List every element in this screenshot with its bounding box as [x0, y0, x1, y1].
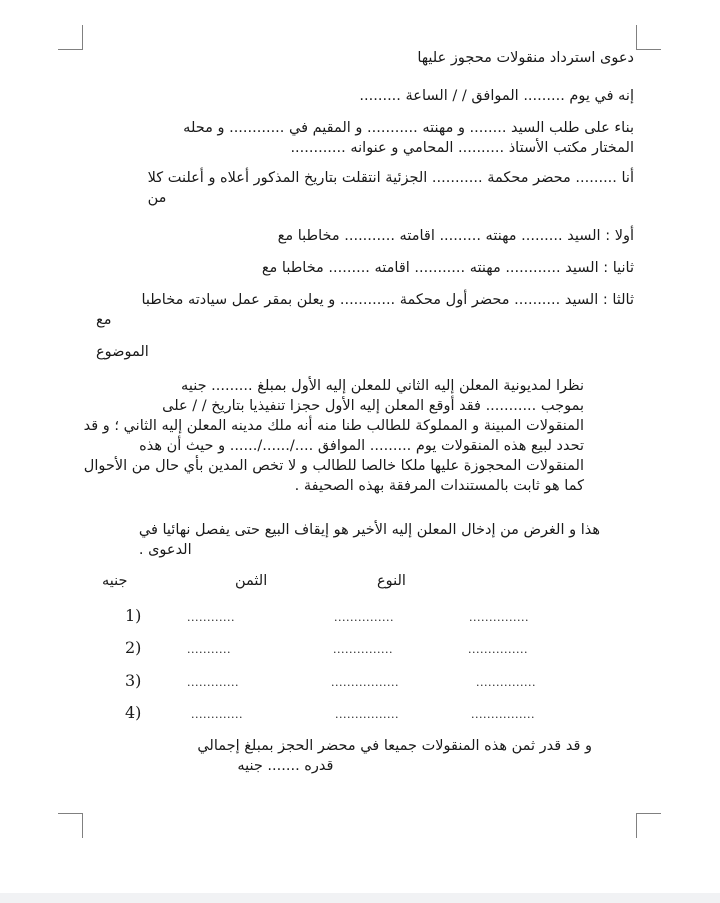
subject-line: تحدد لبيع هذه المنقولات يوم ......... الموافق ..../....../...... و حيث أن هذه	[139, 438, 584, 454]
crop-mark-bottom-left	[58, 813, 83, 838]
table-header-currency: جنيه	[102, 573, 128, 589]
crop-mark-bottom-right	[636, 813, 661, 838]
purpose-paragraph	[139, 520, 634, 560]
first-party-line: أولا : السيد ......... مهنته ......... اقامته ........... مخاطبا مع	[277, 228, 634, 244]
table-cell-extra: ...............	[469, 611, 529, 624]
second-party-line: ثانيا : السيد ............ مهنته ........... اقامته ......... مخاطبا مع	[261, 260, 634, 276]
table-row-number: 1)	[125, 606, 142, 625]
third-party-line-2: مع	[96, 312, 112, 328]
table-cell-extra: ...............	[468, 643, 528, 656]
table-cell-type: ................	[335, 708, 399, 721]
table-cell-price: .............	[187, 676, 239, 689]
subject-line: بموجب ........... فقد أوقع المعلن إليه الأول حجزا تنفيذيا بتاريخ / / على	[162, 398, 584, 414]
request-paragraph	[183, 118, 634, 158]
table-cell-type: ...............	[333, 643, 393, 656]
total-line-2: قدره ....... جنيه	[237, 758, 334, 774]
table-cell-type: ...............	[334, 611, 394, 624]
third-party-paragraph	[88, 290, 634, 330]
document-body	[83, 0, 634, 903]
table-row-number: 4)	[125, 703, 142, 722]
table-cell-extra: ...............	[476, 676, 536, 689]
subject-line: المنقولات المحجوزة عليها ملكا خالصا للطالب و لا تخص المدين بأي حال من الأحوال	[83, 458, 584, 474]
viewer-bottom-strip	[0, 893, 720, 903]
table-cell-price: .............	[191, 708, 243, 721]
table-header-type: النوع	[377, 573, 406, 589]
purpose-line-2: الدعوى .	[138, 542, 192, 558]
request-line-2: المختار مكتب الأستاذ .......... المحامي و عنوانه ............	[290, 140, 634, 156]
table-cell-extra: ................	[471, 708, 535, 721]
table-header-price: الثمن	[235, 573, 268, 589]
crop-mark-top-left	[58, 25, 83, 50]
table-row-number: 2)	[125, 638, 142, 657]
subject-line: المنقولات المبينة و المملوكة للطالب طنا منه أنه ملك مدينه المعلن إليه الثاني ؛ و قد	[83, 418, 584, 434]
subject-heading: الموضوع	[96, 344, 149, 360]
table-row-number: 3)	[125, 671, 142, 690]
crop-mark-top-right	[636, 25, 661, 50]
date-line: إنه في يوم ......... الموافق / / الساعة .........	[359, 88, 634, 104]
document-title: دعوى استرداد منقولات محجوز عليها	[417, 50, 634, 66]
third-party-line-1: ثالثا : السيد .......... محضر أول محكمة ............ و يعلن بمقر عمل سيادته مخاطبا	[141, 292, 634, 308]
bailiff-line-1: أنا ......... محضر محكمة ........... الجزئية انتقلت بتاريخ المذكور أعلاه و أعلنت كلا	[147, 170, 634, 186]
bailiff-paragraph	[148, 168, 634, 208]
request-line-1: بناء على طلب السيد ........ و مهنته ........... و المقيم في ............ و محله	[183, 120, 634, 136]
table-cell-price: ............	[187, 611, 235, 624]
table-cell-type: .................	[331, 676, 399, 689]
bailiff-line-2: من	[147, 190, 167, 206]
total-line-1: و قد قدر ثمن هذه المنقولات جميعا في محضر الحجز بمبلغ إجمالي	[197, 738, 592, 754]
subject-line: كما هو ثابت بالمستندات المرفقة بهذه الصحيفة .	[294, 478, 584, 494]
total-paragraph	[197, 736, 634, 776]
purpose-line-1: هذا و الغرض من إدخال المعلن إليه الأخير هو إيقاف البيع حتى يفصل نهائيا في	[138, 522, 600, 538]
subject-line: نظرا لمديونية المعلن إليه الثاني للمعلن إليه الأول بمبلغ ......... جنيه	[181, 378, 584, 394]
subject-paragraph	[84, 376, 634, 496]
table-cell-price: ...........	[187, 643, 231, 656]
